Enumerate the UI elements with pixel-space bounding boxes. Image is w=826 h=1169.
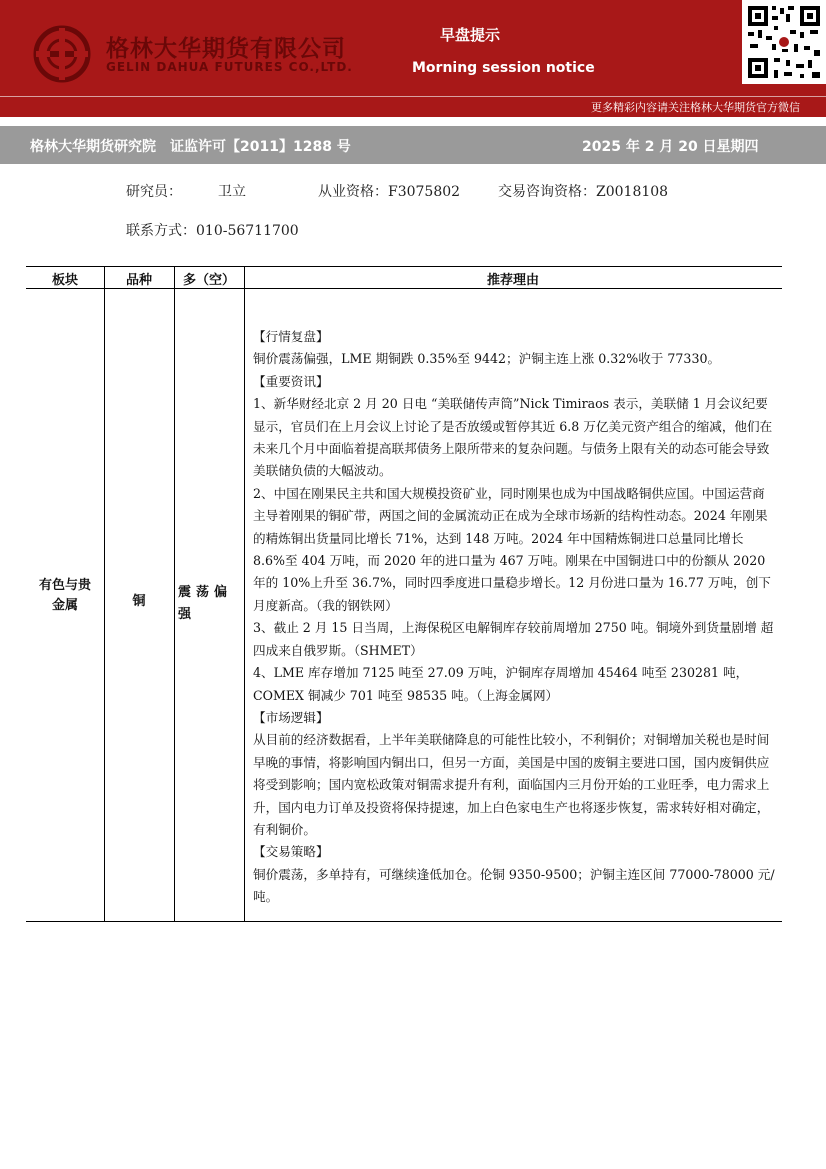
table-bottom-border: [26, 921, 782, 922]
direction-line: 强: [178, 607, 197, 622]
reason-cell: [253, 326, 775, 909]
report-title-cn: 早盘提示: [440, 26, 501, 44]
header-direction: 多（空）: [182, 273, 235, 288]
reason-paragraph: 1、新华财经北京 2 月 20 日电 “美联储传声筒”Nick Timiraos 表示，美联储 1 月会议纪要显示，官员们在上月会议上讨论了是否放缓或暂停其近 6.8 万亿美元资产组合的缩减，他们在未来几个月中面临着提高联邦债务上限所带来的复杂问题。与债务上限有关的动态可能会导致美联储负债的大幅波动。: [253, 396, 773, 479]
table-column-divider: [174, 266, 175, 922]
reason-paragraph: 2、中国在刚果民主共和国大规模投资矿业，同时刚果也成为中国战略铜供应国。中国运营商主导着刚果的铜矿带，两国之间的金属流动正在成为全球市场新的结构性动态。2024 年刚果的精炼铜出货量同比增长 71%，达到 148 万吨。2024 年中国精炼铜进口总量同比增长 8.6%至 404 万吨，而 2020 年的进口量为 467 万吨。刚果在中国铜进口中的份额从 2020 年的 10%上升至 36.7%，同时四季度进口量稳步增长。12 月份进口量为 16.77 万吨，创下月度新高。（我的钢铁网）: [253, 485, 771, 613]
header-variety: 品种: [125, 273, 152, 288]
wechat-note: 更多精彩内容请关注格林大华期货官方微信: [591, 101, 800, 114]
institute-license: 格林大华期货研究院 证监许可【2011】1288 号: [30, 139, 351, 155]
header-reason: 推荐理由: [486, 273, 539, 288]
reason-paragraph: 铜价震荡，多单持有，可继续逢低加仓。伦铜 9350-9500；沪铜主连区间 77000-78000 元/吨。: [253, 866, 775, 905]
table-top-border: [26, 266, 782, 267]
reason-paragraph: 铜价震荡偏强，LME 期铜跌 0.35%至 9442；沪铜主连上涨 0.32%收于 77330。: [253, 351, 721, 367]
header-banner: [0, 0, 826, 117]
header-sector: 板块: [51, 273, 78, 288]
sector-cell: [26, 576, 104, 616]
table-column-divider: [244, 266, 245, 922]
reason-paragraph: 从目前的经济数据看，上半年美联储降息的可能性比较小，不利铜价；对铜增加关税也是时间早晚的事情，将影响国内铜出口，但另一方面，美国是中国的废铜主要进口国，国内废铜供应将受到影响；国内宽松政策对铜需求提升有利，面临国内三月份开始的工业旺季，电力需求上升，国内电力订单及投资将保持提速，加上白色家电生产也将逐步恢复，需求转好相对确定，有利铜价。: [253, 732, 770, 837]
company-name-cn: 格林大华期货有限公司: [106, 36, 346, 62]
section-heading-strategy: 【交易策略】: [253, 844, 329, 860]
qr-code-icon: [742, 0, 826, 84]
researcher-label: 研究员：: [126, 184, 182, 200]
header-divider: [0, 96, 826, 97]
consult-qualification: 交易咨询资格：Z0018108: [498, 184, 669, 200]
direction-cell: [178, 582, 240, 626]
report-date: 2025 年 2 月 20 日星期四: [582, 139, 759, 155]
qualification-number: 从业资格：F3075802: [318, 184, 461, 200]
company-logo-icon: [30, 24, 100, 84]
section-heading-news: 【重要资讯】: [253, 373, 329, 389]
direction-line: 震荡偏: [178, 585, 233, 600]
company-name-en: GELIN DAHUA FUTURES CO.,LTD.: [106, 60, 353, 74]
sector-line: 有色与贵: [38, 578, 91, 593]
sector-line: 金属: [51, 598, 78, 613]
contact-phone: 联系方式：010-56711700: [126, 223, 299, 239]
report-title-en: Morning session notice: [412, 60, 595, 76]
section-heading-market-review: 【行情复盘】: [253, 329, 329, 344]
variety-cell: 铜: [132, 594, 146, 609]
table-header-border: [26, 288, 782, 289]
reason-paragraph: 3、截止 2 月 15 日当周，上海保税区电解铜库存较前周增加 2750 吨。铜境外到货量剧增 超四成来自俄罗斯。（SHMET）: [253, 620, 774, 658]
institute-bar: [0, 126, 826, 164]
section-heading-logic: 【市场逻辑】: [253, 709, 329, 725]
reason-paragraph: 4、LME 库存增加 7125 吨至 27.09 万吨，沪铜库存周增加 45464 吨至 230281 吨，COMEX 铜减少 701 吨至 98535 吨。（上海金属网）: [253, 665, 749, 703]
researcher-name: 卫立: [218, 184, 246, 200]
recommendation-table: [26, 266, 782, 922]
